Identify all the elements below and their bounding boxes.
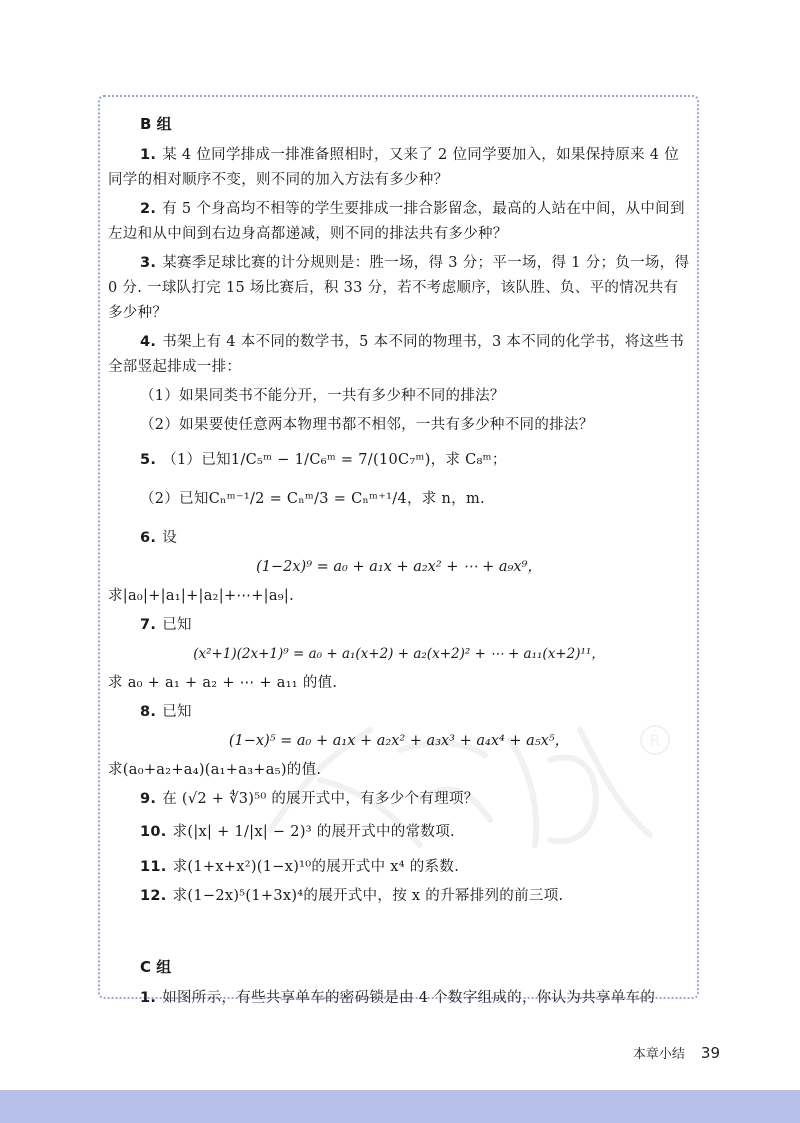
page-footer [633, 1043, 720, 1062]
question-b2: 2. 有 5 个身高均不相等的学生要排成一排合影留念，最高的人站在中间，从中间到左边和从中间到右边身高都递减，则不同的排法共有多少种？ [108, 201, 685, 242]
question-b5-part2: （2）已知Cₙᵐ⁻¹/2 = Cₙᵐ/3 = Cₙᵐ⁺¹/4，求 n，m. [140, 491, 485, 507]
svg-text:R: R [649, 731, 661, 750]
question-b7-equation: (x²+1)(2x+1)⁹ = a₀ + a₁(x+2) + a₂(x+2)² + ⋯ + a₁₁(x+2)¹¹， [193, 646, 605, 662]
question-b4-sub2: （2）如果要使任意两本物理书都不相邻，一共有多少种不同的排法？ [140, 417, 594, 433]
bottom-band [0, 1090, 800, 1123]
question-b12: 12. 求(1−2x)⁵(1+3x)⁴的展开式中，按 x 的升幂排列的前三项. [140, 888, 564, 904]
question-b7: 7. 已知 [140, 617, 192, 633]
question-b4-sub1: （1）如果同类书不能分开，一共有多少种不同的排法？ [140, 388, 505, 404]
question-b9: 9. 在 (√2 + ∜3)⁵⁰ 的展开式中，有多少个有理项？ [140, 791, 479, 807]
question-b3: 3. 某赛季足球比赛的计分规则是：胜一场，得 3 分；平一场，得 1 分；负一场，得 0 分. 一球队打完 15 场比赛后，积 33 分，若不考虑顺序，该队胜、负、平的情况共有多少种？ [108, 255, 690, 321]
section-b-title: B 组 [140, 115, 172, 133]
question-b6-equation: (1−2x)⁹ = a₀ + a₁x + a₂x² + ⋯ + a₉x⁹， [256, 559, 542, 575]
chapter-label: 本章小结 [632, 1047, 685, 1062]
question-b6: 6. 设 [140, 530, 178, 546]
question-b8-ask: 求(a₀+a₂+a₄)(a₁+a₃+a₅)的值. [108, 762, 322, 778]
question-b5: 5. （1）已知1/C₅ᵐ − 1/C₆ᵐ = 7/(10C₇ᵐ)，求 C₈ᵐ； [140, 452, 507, 468]
question-b1: 1. 某 4 位同学排成一排准备照相时，又来了 2 位同学要加入，如果保持原来 4 位同学的相对顺序不变，则不同的加入方法有多少种？ [108, 147, 680, 188]
question-b11: 11. 求(1+x+x²)(1−x)¹⁰的展开式中 x⁴ 的系数. [140, 859, 460, 875]
question-b8-equation: (1−x)⁵ = a₀ + a₁x + a₂x² + a₃x³ + a₄x⁴ + a₅x⁵， [228, 733, 570, 749]
question-b7-ask: 求 a₀ + a₁ + a₂ + ⋯ + a₁₁ 的值. [108, 675, 338, 691]
question-b10: 10. 求(|x| + 1/|x| − 2)³ 的展开式中的常数项. [140, 824, 455, 840]
question-b8: 8. 已知 [140, 704, 192, 720]
page-number: 39 [700, 1044, 720, 1062]
section-c-title: C 组 [140, 958, 172, 976]
question-c1: 1. 如图所示，有些共享单车的密码锁是由 4 个数字组成的，你认为共享单车的 [140, 990, 656, 1006]
question-b4: 4. 书架上有 4 本不同的数学书，5 本不同的物理书，3 本不同的化学书，将这些书全部竖起排成一排： [108, 334, 685, 375]
section-gap [108, 913, 690, 951]
question-b6-ask: 求|a₀|+|a₁|+|a₂|+⋯+|a₉|. [108, 588, 295, 604]
exercise-content [108, 108, 690, 1015]
